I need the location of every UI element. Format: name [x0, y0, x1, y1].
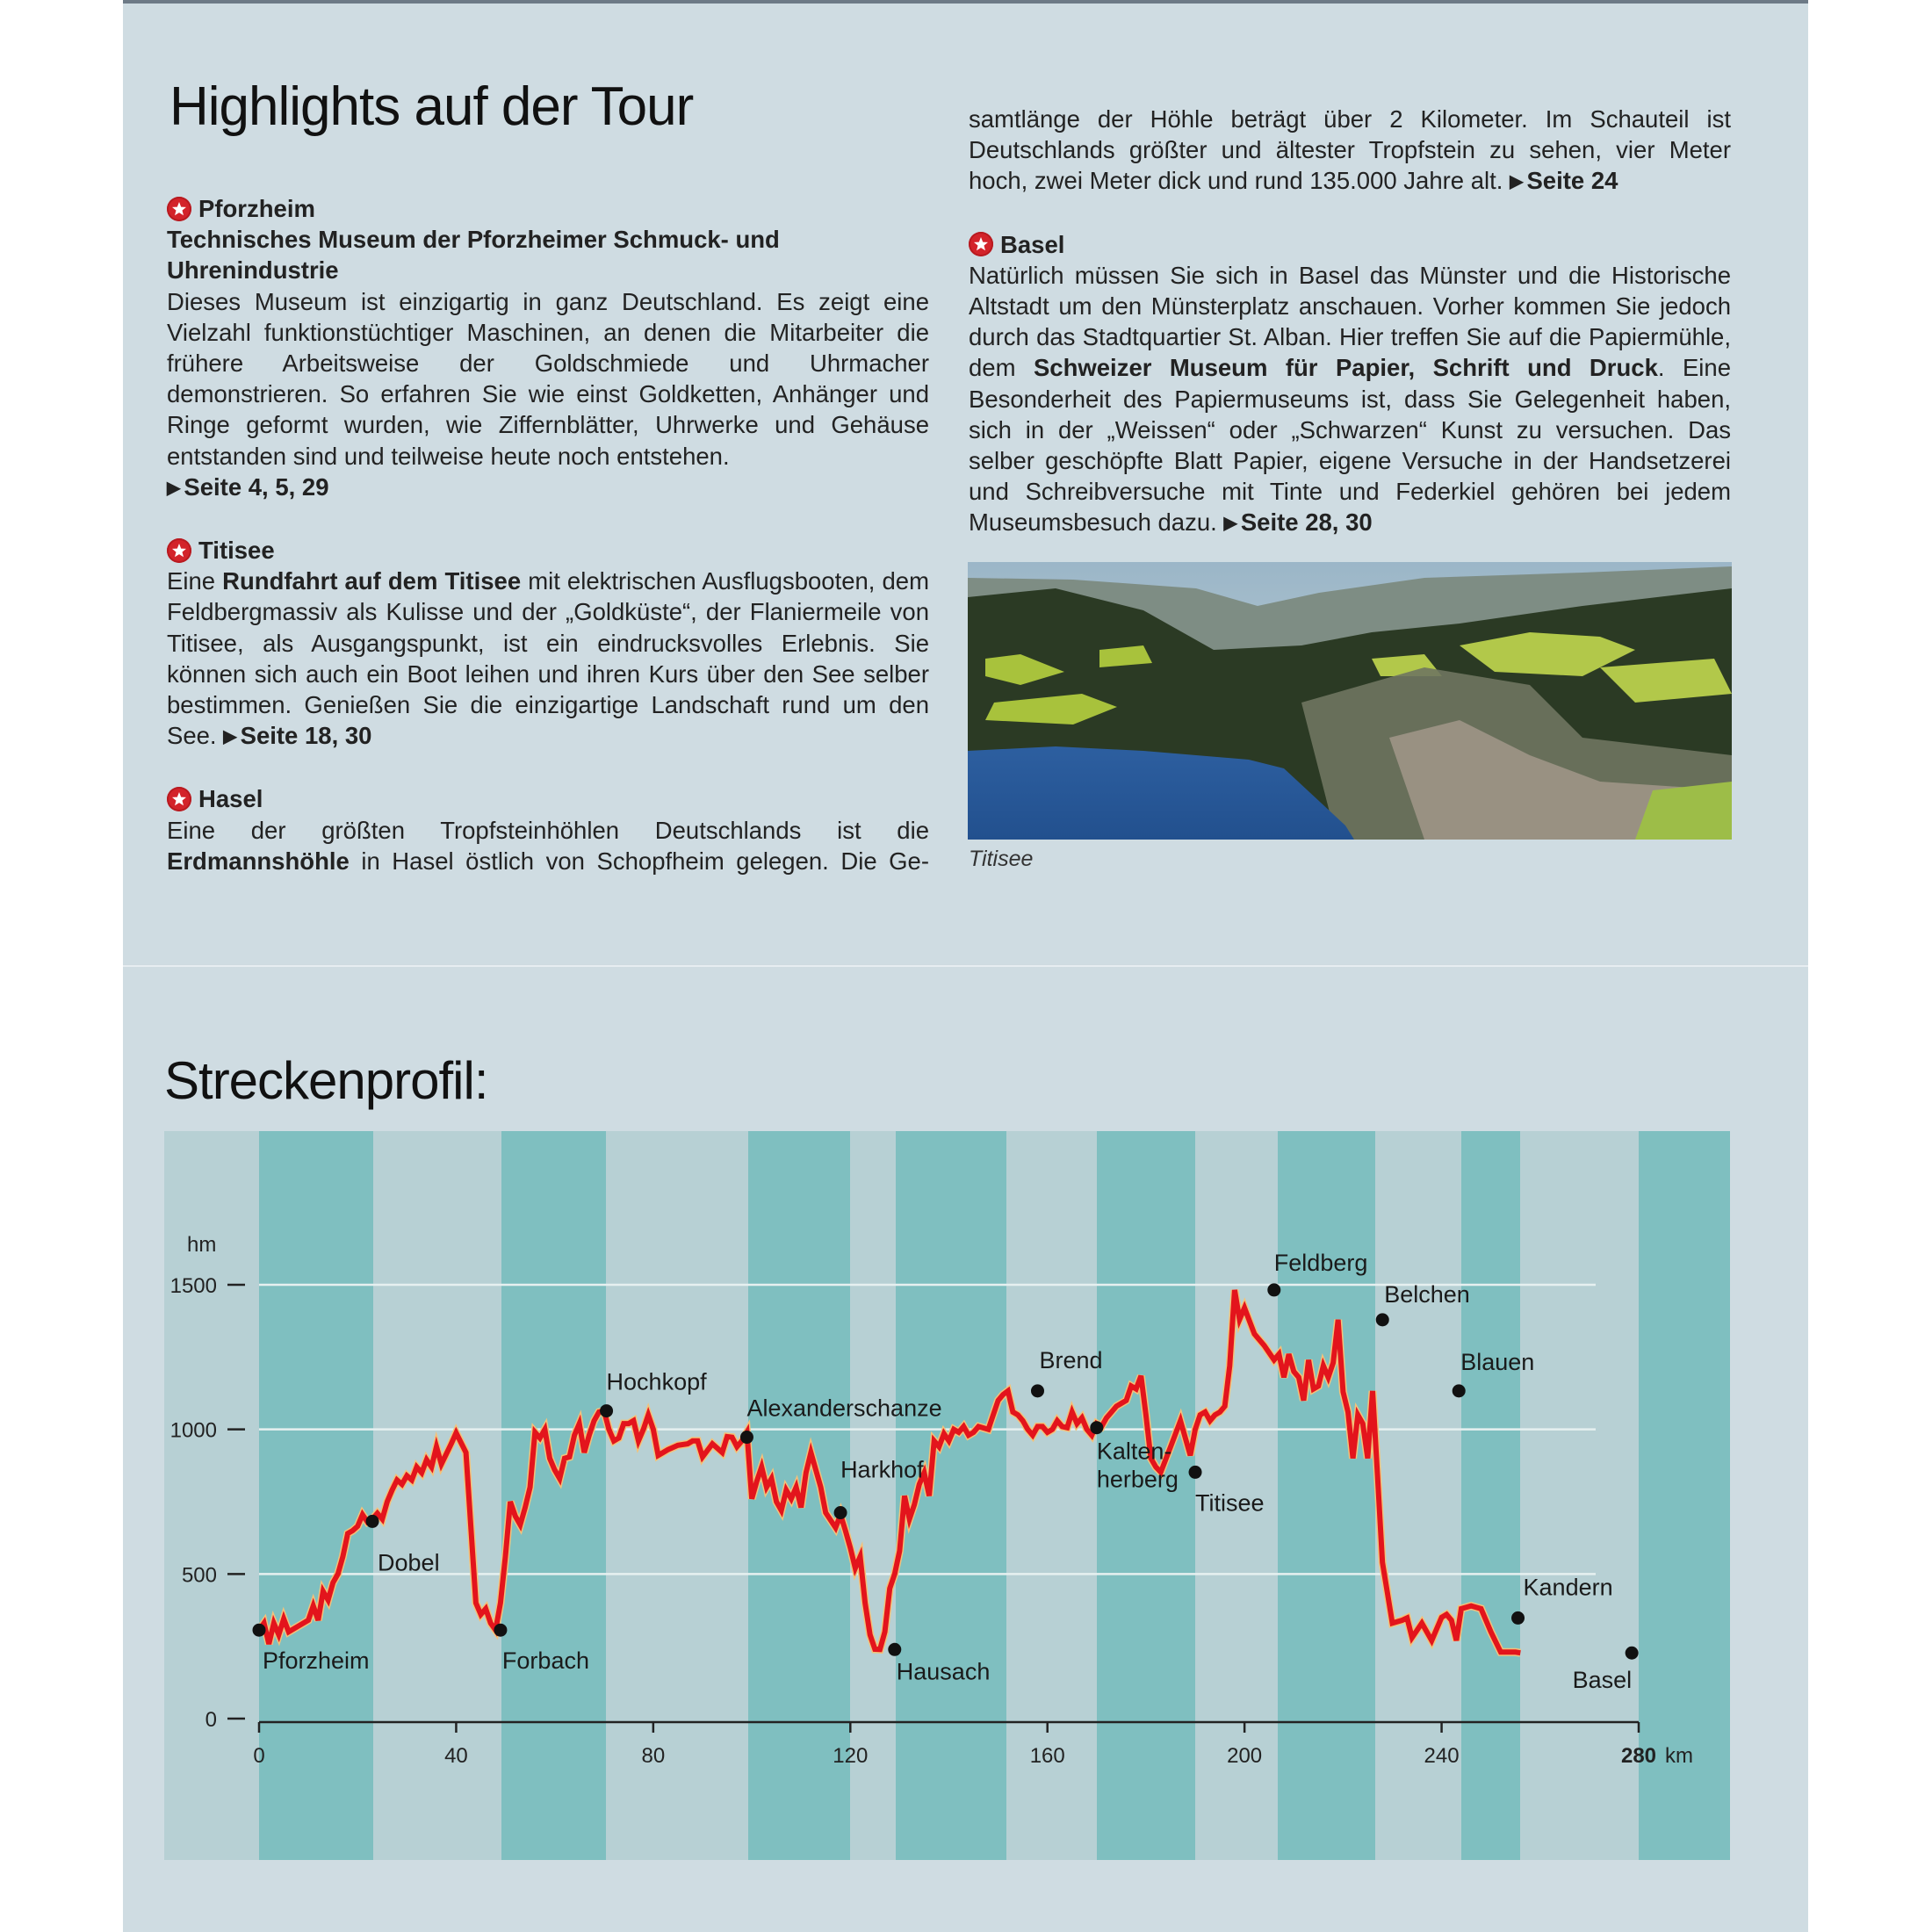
place-label-line: Basel [1572, 1667, 1633, 1694]
place-label-line: Harkhof [840, 1456, 924, 1483]
place-label-line: Kandern [1523, 1574, 1613, 1601]
place-label [746, 1395, 941, 1422]
place-marker [1031, 1384, 1044, 1397]
y-tick-label: 1500 [169, 1274, 217, 1298]
place-marker [600, 1404, 613, 1417]
x-tick-label: 0 [253, 1744, 265, 1768]
stripe [501, 1131, 606, 1860]
section-hasel-continued [969, 104, 1731, 198]
right-column [969, 104, 1731, 571]
place-marker [366, 1515, 379, 1528]
section-pforzheim [167, 193, 929, 504]
place-label [607, 1369, 708, 1395]
place-label-line: Hausach [896, 1658, 991, 1685]
section-text: Dieses Museum ist einzigartig in ganz Deutschland. Es zeigt eine Vielzahl funktionstüchtiger Maschinen, an denen die Mitarbeiter die frühere Arbeitsweise der Goldschmiede und Uhrmacher demonstrieren. So erfahren Sie wie einst Goldketten, Anhänger und Ringe geformt wurden, wie Ziffernblätter, Uhrwerke und Gehäuse entstanden sind und teilweise heute noch entstehen. [167, 287, 929, 470]
page-fold [123, 964, 1808, 968]
x-tick-label: 80 [641, 1744, 666, 1768]
page-reference-link[interactable]: ▶ Seite 28, 30 [1223, 508, 1373, 537]
place-marker [494, 1624, 507, 1637]
section-heading: Pforzheim [198, 195, 315, 222]
place-label [1384, 1281, 1470, 1308]
section-text: Eine Rundfahrt auf dem Titisee mit elektrischen Ausflugsbooten, dem Feldbergmassiv als Kulisse und der „Goldküste“, der Flaniermeile von Titisee, als Ausgangspunkt, ist ein eindrucksvolles Erlebnis. Sie können sich auch ein Boot leihen und ihren Kurs über den See selber bestimmen. Genießen Sie die einzigartige Landschaft rund um den See. ▶ Seite 18, 30 [167, 567, 930, 750]
place-label-line: Feldberg [1273, 1249, 1368, 1276]
place-label-line: Dobel [378, 1549, 440, 1576]
x-axis-unit: km [1665, 1744, 1693, 1768]
place-label-line: Hochkopf [606, 1368, 707, 1395]
place-marker [740, 1431, 753, 1444]
place-label-line: Brend [1039, 1346, 1103, 1373]
triangle-right-icon: ▶ [1223, 514, 1237, 534]
y-tick-label: 500 [181, 1563, 217, 1588]
x-tick-label: 40 [444, 1744, 468, 1768]
stripe [259, 1131, 373, 1860]
place-label-line: Pforzheim [263, 1647, 370, 1675]
elevation-profile-chart [164, 1131, 1730, 1860]
top-edge [123, 0, 1808, 4]
place-label-line: Blauen [1460, 1348, 1535, 1375]
red-star-badge-icon [969, 232, 993, 256]
place-label [1573, 1667, 1633, 1693]
x-tick-label: 280 [1620, 1744, 1657, 1768]
place-label [502, 1647, 589, 1674]
place-marker [1090, 1421, 1103, 1434]
place-marker [1267, 1283, 1280, 1296]
place-label-line: Kalten- [1096, 1438, 1172, 1465]
place-label [263, 1647, 370, 1674]
stripe [1461, 1131, 1520, 1860]
place-marker [253, 1624, 266, 1637]
place-label-line: Titisee [1195, 1489, 1265, 1517]
place-marker [834, 1506, 847, 1519]
place-label [1195, 1489, 1265, 1516]
section-heading: Basel [1000, 230, 1065, 258]
red-star-badge-icon [167, 787, 191, 811]
page-reference-link[interactable]: ▶ Seite 18, 30 [223, 722, 372, 750]
place-marker [1189, 1466, 1202, 1479]
section-text: samtlänge der Höhle beträgt über 2 Kilometer. Im Schauteil ist Deutschlands größter und ältester Tropfstein zu sehen, vier Meter hoch, zwei Meter dick und rund 135.000 Jahre alt. ▶ Seite 24 [969, 105, 1731, 195]
x-tick-label: 200 [1227, 1744, 1263, 1768]
place-label [1274, 1250, 1368, 1276]
left-column [167, 193, 929, 907]
place-label [1524, 1574, 1613, 1600]
section-heading: Titisee [198, 537, 275, 565]
highlights-title: Highlights auf der Tour [169, 76, 694, 137]
x-tick-label: 160 [1029, 1744, 1065, 1768]
place-marker [1626, 1647, 1639, 1660]
section-basel [969, 229, 1731, 540]
place-label [840, 1457, 924, 1483]
chart-svg [164, 1131, 1730, 1860]
place-label-line: Belchen [1384, 1280, 1470, 1308]
triangle-right-icon: ▶ [167, 478, 181, 498]
place-label [897, 1658, 991, 1684]
stripe [1278, 1131, 1375, 1860]
section-hasel [167, 783, 929, 876]
stripe [1097, 1131, 1195, 1860]
x-tick-label: 240 [1424, 1744, 1460, 1768]
profile-title: Streckenprofil: [164, 1051, 488, 1110]
x-tick-label: 120 [833, 1744, 869, 1768]
y-tick-label: 1000 [169, 1418, 217, 1443]
y-axis-unit: hm [187, 1233, 217, 1257]
red-star-badge-icon [167, 538, 191, 563]
triangle-right-icon: ▶ [1510, 172, 1524, 192]
page-reference-link[interactable]: ▶ Seite 24 [1510, 167, 1618, 195]
page-reference-link[interactable]: ▶ Seite 4, 5, 29 [167, 472, 329, 501]
place-label [1039, 1347, 1102, 1373]
place-label-line: Alexanderschanze [746, 1395, 942, 1422]
place-marker [1511, 1611, 1525, 1625]
section-text: Natürlich müssen Sie sich in Basel das Münster und die Historische Altstadt um den Münsterplatz anschauen. Vorher kommen Sie jedoch durch das Stadtquartier St. Alban. Hier treffen Sie auf die Papiermühle, dem Schweizer Museum für Papier, Schrift und Druck. Eine Besonderheit des Papiermuseums ist, dass Sie Gelegenheit haben, sich in der „Weissen“ oder „Schwarzen“ Kunst zu versuchen. Das selber geschöpfte Blatt Papier, eigene Versuche in der Handsetzerei und Schreibversuche mit Tinte und Federkiel gehören bei jedem Museumsbesuch dazu. ▶ Seite 28, 30 [969, 261, 1731, 537]
place-label-line: Forbach [501, 1647, 589, 1675]
landscape-image [968, 562, 1732, 840]
place-marker [888, 1643, 901, 1656]
place-label [1460, 1349, 1534, 1375]
stripe [896, 1131, 1006, 1860]
place-label-line: herberg [1096, 1466, 1179, 1493]
red-star-badge-icon [167, 197, 191, 221]
place-marker [1453, 1384, 1466, 1397]
section-text: Eine der größten Tropfsteinhöhlen Deutschlands ist die Erdmannshöhle in Hasel östlich von Schopfheim gelegen. Die Ge- [167, 816, 929, 875]
background-stripes [259, 1131, 1730, 1860]
section-subtitle: Technisches Museum der Pforzheimer Schmuck- und Uhrenindustrie [167, 226, 780, 285]
photo-caption: Titisee [969, 847, 1034, 871]
section-heading: Hasel [198, 785, 263, 813]
place-marker [1376, 1313, 1389, 1326]
triangle-right-icon: ▶ [223, 727, 237, 747]
y-tick-label: 0 [205, 1708, 217, 1732]
titisee-photo [968, 562, 1732, 840]
section-titisee [167, 535, 929, 753]
place-label [378, 1549, 440, 1575]
